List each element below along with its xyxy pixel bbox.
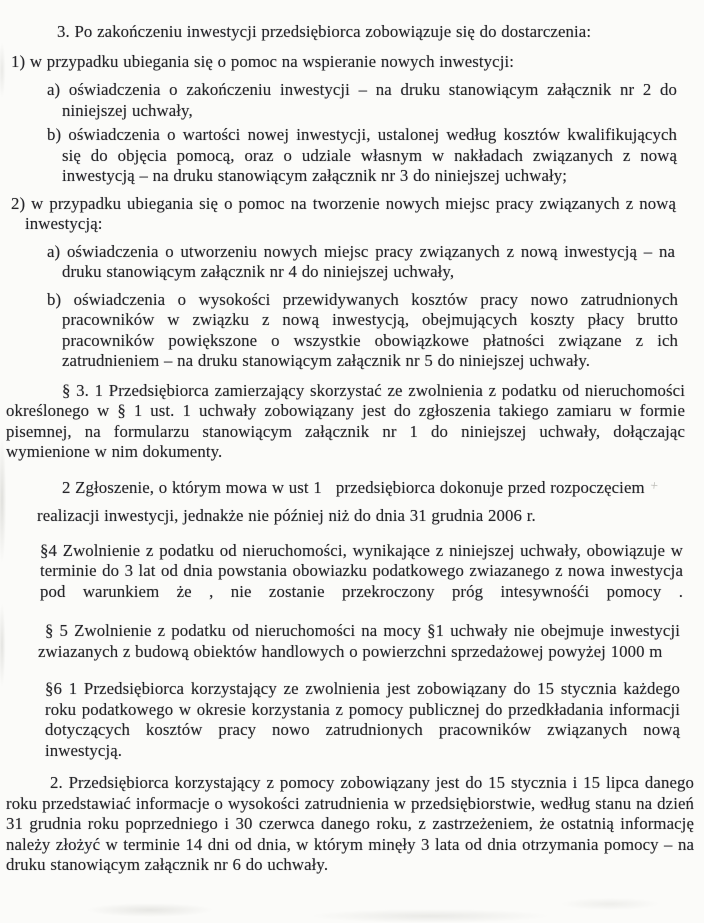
list-item-2b: b) oświadczenia o wysokości przewidywanych kosztów pracy nowo zatrudnionych pracowników w związku z nową inwestycją, obejmujących koszty płacy brutto pracowników powiększone o wszystkie obowiązkowe płatności związane z ich zatrudnieniem – na druku stanowiącym załącznik nr 5 do niniejszej uchwały. xyxy=(47,289,678,370)
list-item-1b: b) oświadczenia o wartości nowej inwestycji, ustalonej według kosztów kwalifikujących się do objęcia pomocą, oraz o udziale własnym w nakładach związanych z nową inwestycją – na druku stanowiącym załącznik nr 3 do niniejszej uchwały; xyxy=(47,125,677,185)
list-item-2: 2) w przypadku ubiegania się o pomoc na tworzenie nowych miejsc pracy związanych z nową inwestycją: xyxy=(11,193,676,233)
section-3-paragraph-2-line-1: 2 Zgłoszenie, o którym mowa w ust 1 przedsiębiorca dokonuje przed rozpoczęciem xyxy=(62,477,645,497)
list-item-1: 1) w przypadku ubiegania się o pomoc na wspieranie nowych inwestycji: xyxy=(11,51,515,71)
section-4-paragraph: §4 Zwolnienie z podatku od nieruchomości, wynikające z niniejszej uchwały, obowiązuje w terminie do 3 lat od dnia powstania obowiazku podatkowego zwiazanego z nowa inwestycja pod warunkiem że , nie zostanie przekroczony próg intesywnośći pomocy . xyxy=(40,540,683,601)
section-6-paragraph-1: §6 1 Przedsiębiorca korzystający ze zwolnienia jest zobowiązany do 15 stycznia każdego roku podatkowego w okresie korzystania z pomocy publicznej do przedkładania informacji dotyczących kosztów pracy nowo zatrudnionych pracowników związanych nową inwestycją. xyxy=(45,679,680,760)
list-item-1a: a) oświadczenia o zakończeniu inwestycji – na druku stanowiącym załącznik nr 2 do niniejszej uchwały, xyxy=(47,80,677,120)
section-6-paragraph-2: 2. Przedsiębiorca korzystający z pomocy zobowiązany jest do 15 stycznia i 15 lipca danego roku przedstawiać informacje o wysokości zatrudnienia w przedsiębiorstwie, według stanu na dzień 31 grudnia roku poprzedniego i 30 czerwca danego roku, z zastrzeżeniem, że ostatnią informację należy złożyć w terminie 14 dni od dnia, w którym minęły 3 lata od dnia otrzymania pomocy – na druku stanowiącym załącznik nr 6 do uchwały. xyxy=(6,773,694,874)
section-3-paragraph-2-line-2: realizacji inwestycji, jednakże nie później niż do dnia 31 grudnia 2006 r. xyxy=(37,506,536,525)
section-3-paragraph-1: § 3. 1 Przedsiębiorca zamierzający skorzystać ze zwolnienia z podatku od nieruchomości określonego w § 1 ust. 1 uchwały zobowiązany jest do zgłoszenia takiego zamiaru w formie pisemnej, na formularzu stanowiącym załącznik nr 1 do niniejszej uchwały, dołączając wymienione w nim dokumenty. xyxy=(6,380,685,461)
section-5-paragraph: § 5 Zwolnienie z podatku od nieruchomości na mocy §1 uchwały nie obejmuje inwestycji zwiazanych z budową obiektów handlowych o powierzchni sprzedażowej powyżej 1000 m xyxy=(38,621,680,661)
list-item-2a: a) oświadczenia o utworzeniu nowych miejsc pracy związanych z nową inwestycją – na druku stanowiącym załącznik nr 4 do niniejszej uchwały, xyxy=(47,241,675,281)
clause-3-intro: 3. Po zakończeniu inwestycji przedsiębiorca zobowiązuje się do dostarczenia: xyxy=(57,22,592,41)
scan-artifact: + xyxy=(649,478,659,495)
